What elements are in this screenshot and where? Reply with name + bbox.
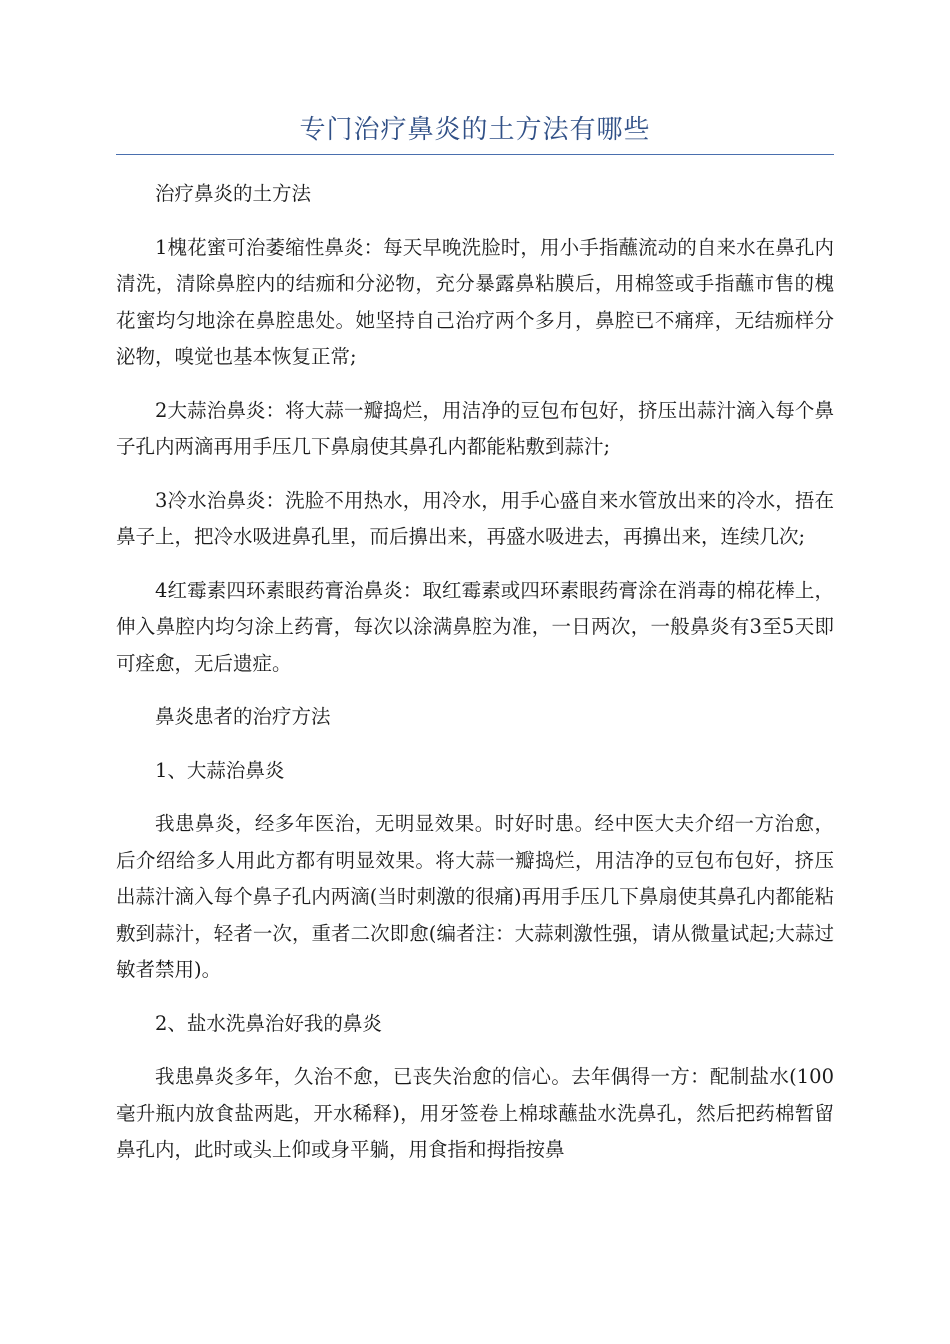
body-paragraph: 2大蒜治鼻炎：将大蒜一瓣捣烂，用洁净的豆包布包好，挤压出蒜汁滴入每个鼻子孔内两滴再用手压几下鼻扇使其鼻孔内都能粘敷到蒜汁; xyxy=(116,398,834,458)
body-paragraph: 我患鼻炎多年，久治不愈，已丧失治愈的信心。去年偶得一方：配制盐水(100毫升瓶内放食盐两匙，开水稀释)，用牙签卷上棉球蘸盐水洗鼻孔，然后把药棉暂留鼻孔内，此时或头上仰或身平躺，用食指和拇指按鼻 xyxy=(116,1065,834,1161)
body-paragraph: 我患鼻炎，经多年医治，无明显效果。时好时患。经中医大夫介绍一方治愈，后介绍给多人用此方都有明显效果。将大蒜一瓣捣烂，用洁净的豆包布包好，挤压出蒜汁滴入每个鼻子孔内两滴(当时刺激的很痛)再用手压几下鼻扇使其鼻孔内都能粘敷到蒜汁，轻者一次，重者二次即愈(编者注：大蒜刺激性强，请从微量试起;大蒜过敏者禁用)。 xyxy=(116,812,834,981)
document-body xyxy=(116,176,834,1186)
title-underline xyxy=(116,154,834,155)
document-title: 专门治疗鼻炎的土方法有哪些 xyxy=(299,115,651,145)
body-paragraph: 4红霉素四环素眼药膏治鼻炎：取红霉素或四环素眼药膏涂在消毒的棉花棒上，伸入鼻腔内均匀涂上药膏，每次以涂满鼻腔为准，一日两次，一般鼻炎有3至5天即可痊愈，无后遗症。 xyxy=(116,578,834,675)
subsection-heading: 2、盐水洗鼻治好我的鼻炎 xyxy=(155,1011,382,1035)
body-paragraph: 1槐花蜜可治萎缩性鼻炎：每天早晚洗脸时，用小手指蘸流动的自来水在鼻孔内清洗，清除鼻腔内的结痂和分泌物，充分暴露鼻粘膜后，用棉签或手指蘸市售的槐花蜜均匀地涂在鼻腔患处。她坚持自己治疗两个多月，鼻腔已不痛痒，无结痂样分泌物，嗅觉也基本恢复正常; xyxy=(116,235,834,368)
section-heading: 治疗鼻炎的土方法 xyxy=(155,182,312,205)
subsection-heading: 1、大蒜治鼻炎 xyxy=(155,758,285,782)
section-heading: 鼻炎患者的治疗方法 xyxy=(155,705,331,728)
body-paragraph: 3冷水治鼻炎：洗脸不用热水，用冷水，用手心盛自来水管放出来的冷水，捂在鼻子上，把冷水吸进鼻孔里，而后擤出来，再盛水吸进去，再擤出来，连续几次; xyxy=(116,488,834,548)
